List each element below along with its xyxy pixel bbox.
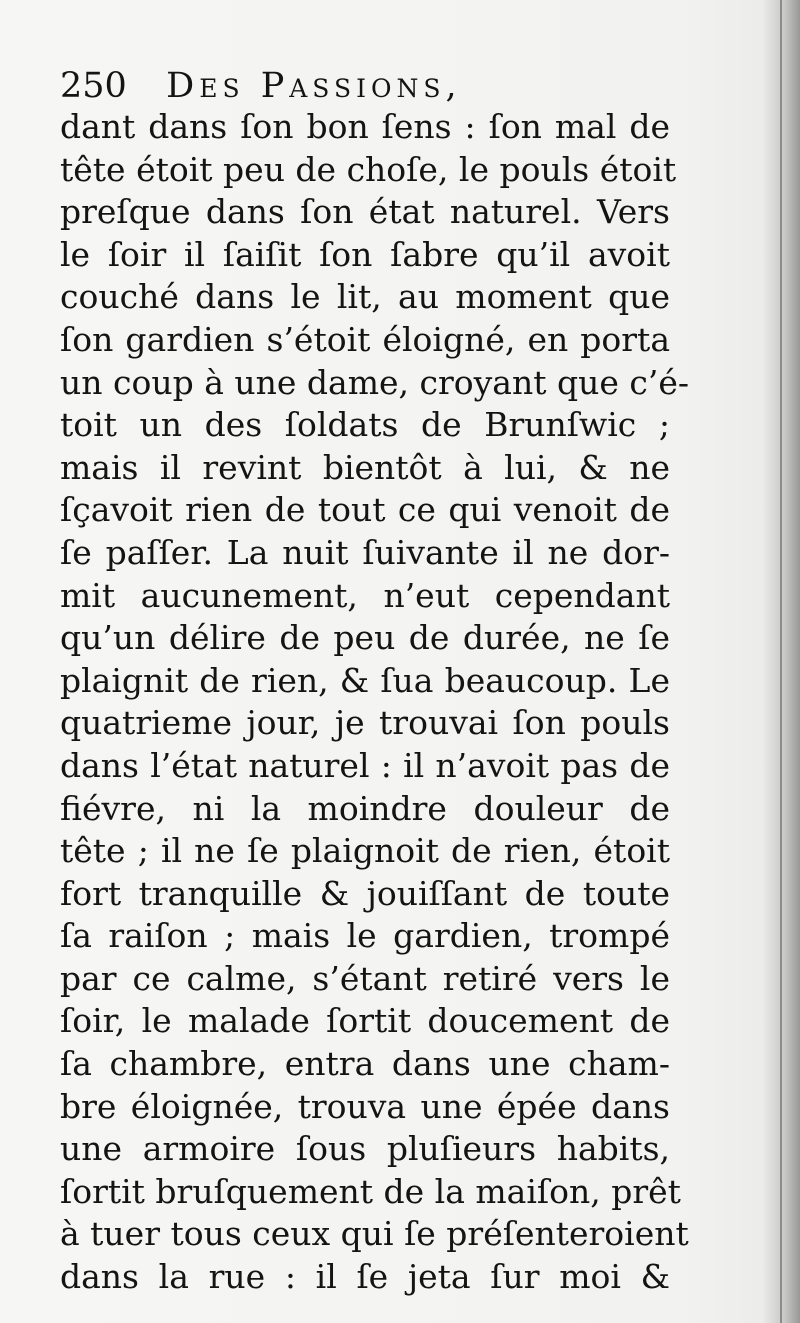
text-line-2: tête étoit peu de choſe, le pouls étoit [60,149,677,189]
text-line-9: mais il revint bientôt à lui, & ne [60,447,670,487]
text-line-12: mit aucunement, n’eut cependant [60,575,670,615]
text-line-5: couché dans le lit, au moment que [60,277,670,317]
text-line-25: une armoire ſous pluſieurs habits, [60,1129,670,1169]
text-line-11: ſe paſſer. La nuit ſuivante il ne dor- [60,532,670,572]
text-line-17: fiévre, ni la moindre douleur de [60,788,670,828]
page-number: 250 [60,66,127,106]
text-line-27: à tuer tous ceux qui ſe préſenteroient [60,1214,689,1254]
running-title: Des Passions, [166,66,462,106]
page-header [60,66,680,106]
text-line-19: fort tranquille & jouiſſant de toute [60,873,670,913]
text-line-13: qu’un délire de peu de durée, ne ſe [60,618,670,658]
page-edge-line [780,0,782,1323]
text-line-16: dans l’état naturel : il n’avoit pas de [60,745,670,785]
text-line-6: ſon gardien s’étoit éloigné, en porta [60,319,670,359]
text-line-21: par ce calme, s’étant retiré vers le [60,958,670,998]
text-line-23: ſa chambre, entra dans une cham- [60,1044,670,1084]
text-line-26: ſortit bruſquement de la maiſon, prêt [60,1171,681,1211]
text-line-24: bre éloignée, trouva une épée dans [60,1086,670,1126]
text-line-8: toit un des ſoldats de Brunſwic ; [60,405,670,445]
text-line-14: plaignit de rien, & ſua beaucoup. Le [60,660,670,700]
text-line-4: le ſoir il ſaiſit ſon ſabre qu’il avoit [60,234,670,274]
text-line-22: ſoir, le malade ſortit doucement de [60,1001,670,1041]
text-line-1: dant dans ſon bon ſens : ſon mal de [60,107,670,146]
text-line-28: dans la rue : il ſe jeta ſur moi & [60,1257,670,1297]
text-line-7: un coup à une dame, croyant que c’é- [60,362,689,402]
text-line-20: ſa raiſon ; mais le gardien, trompé [60,916,670,956]
body-text [60,106,689,1299]
text-line-3: preſque dans ſon état naturel. Vers [60,192,670,232]
text-line-18: tête ; il ne ſe plaignoit de rien, étoit [60,831,670,871]
text-line-10: ſçavoit rien de tout ce qui venoit de [60,490,670,530]
text-line-15: quatrieme jour, je trouvai ſon pouls [60,703,670,743]
